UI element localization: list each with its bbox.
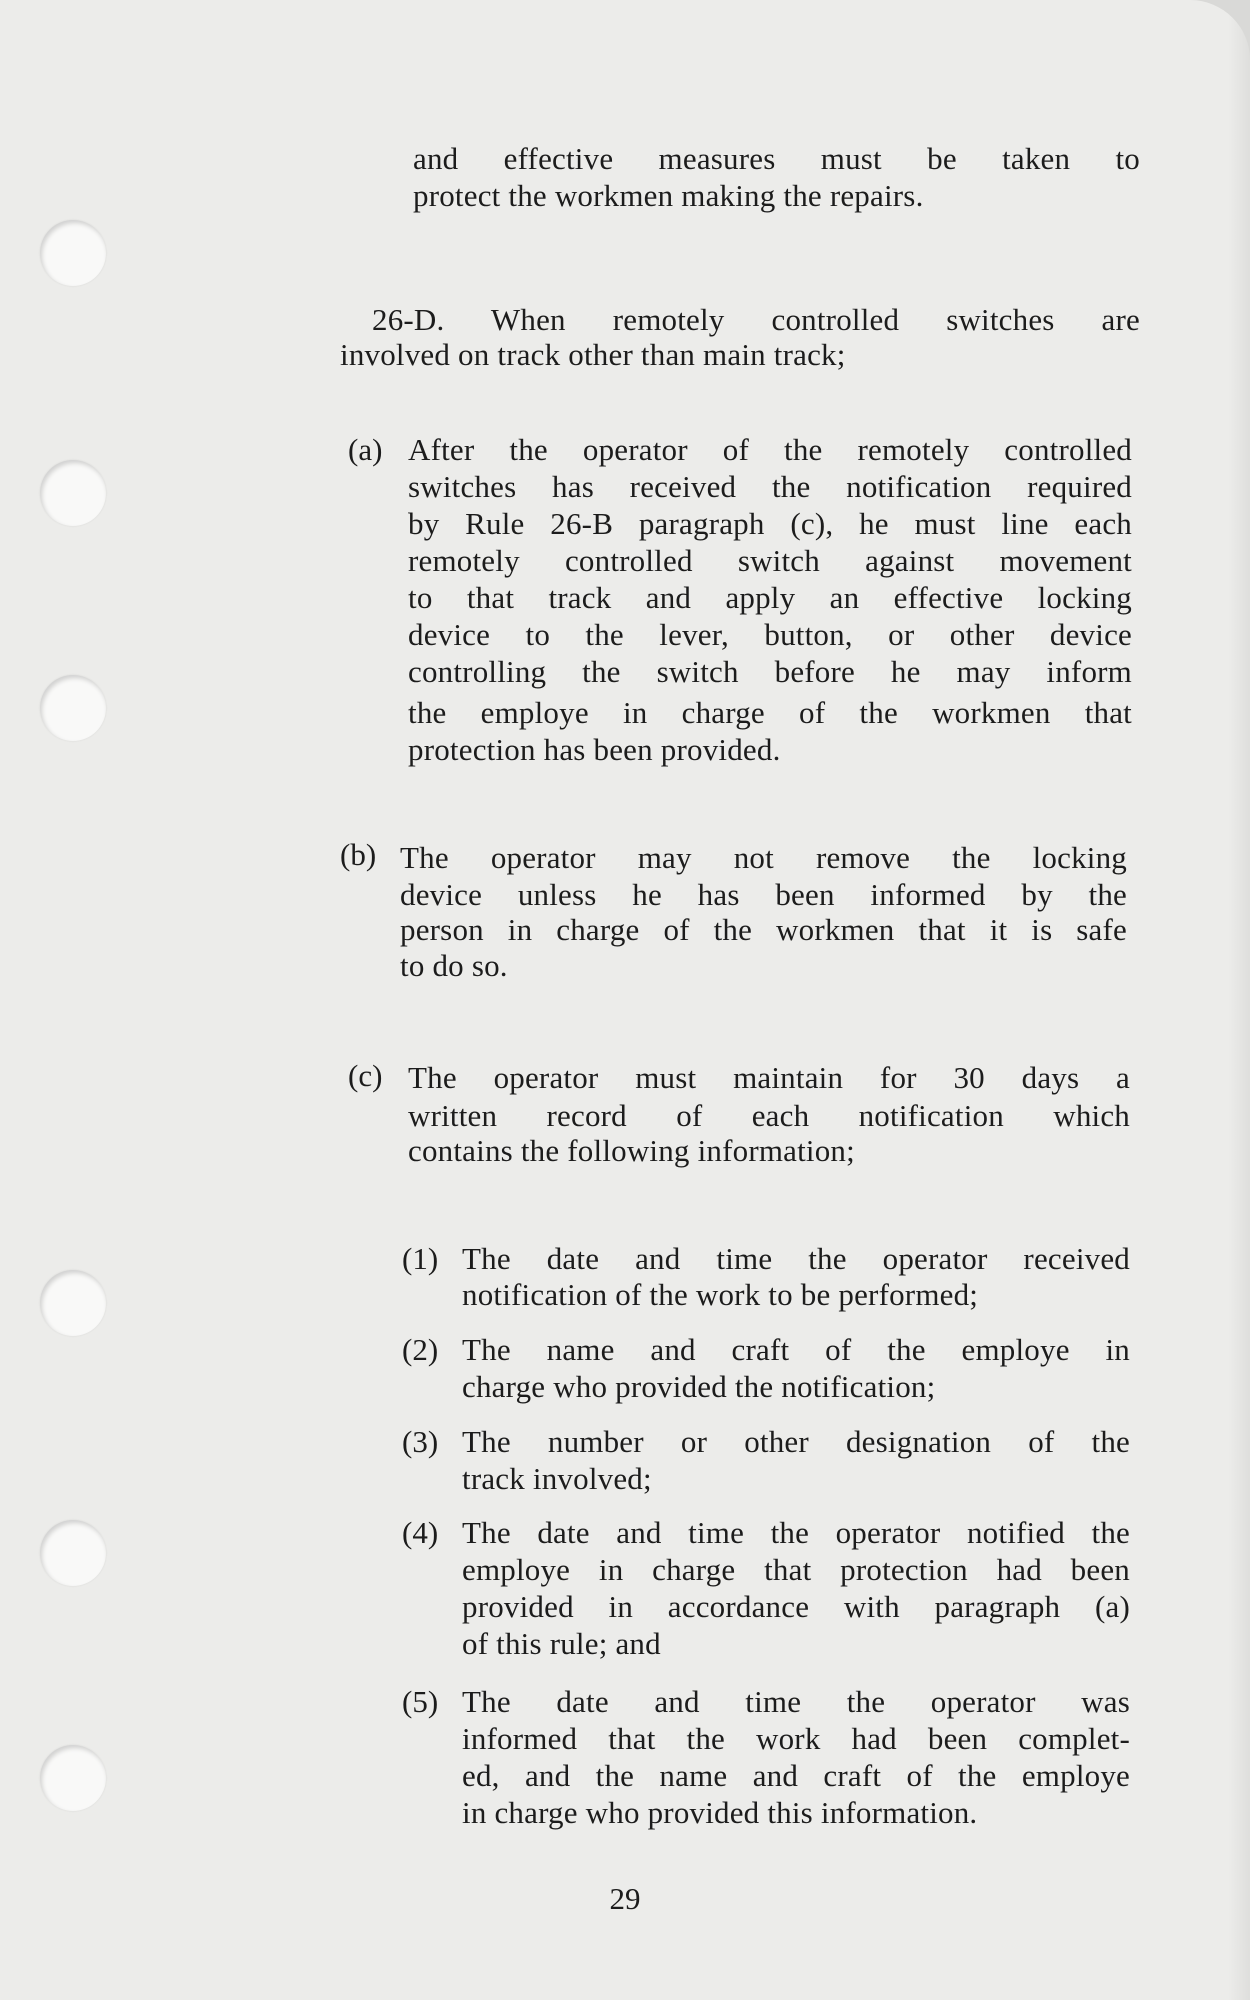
para-a-line: remotely controlled switch against movement (408, 543, 1132, 578)
page-edge-shadow (1228, 0, 1250, 2000)
rule-26d-heading: 26-D. When remotely controlled switches are (372, 302, 1140, 337)
para-a-line: After the operator of the remotely controlled (408, 432, 1132, 467)
page-number: 29 (609, 1881, 641, 1916)
para-c-line: written record of each notification which (408, 1098, 1130, 1133)
item-3-line: The number or other designation of the (462, 1424, 1130, 1459)
item-5-line: The date and time the operator was (462, 1684, 1130, 1719)
item-4-line: provided in accordance with paragraph (a) (462, 1589, 1130, 1624)
para-a-line: to that track and apply an effective locking (408, 580, 1132, 615)
item-5-line: informed that the work had been complet- (462, 1721, 1130, 1756)
item-3-line: track involved; (462, 1461, 652, 1496)
item-1-label: (1) (402, 1241, 439, 1276)
binder-hole-2 (40, 460, 106, 526)
item-1-line: The date and time the operator received (462, 1241, 1130, 1276)
intro-line-2: protect the workmen making the repairs. (413, 178, 924, 213)
para-c-line: contains the following information; (408, 1133, 855, 1168)
item-4-line: employe in charge that protection had been (462, 1552, 1130, 1587)
item-2-line: charge who provided the notification; (462, 1369, 936, 1404)
para-b-label: (b) (340, 837, 377, 872)
para-a-line: device to the lever, button, or other device (408, 617, 1132, 652)
item-2-label: (2) (402, 1332, 439, 1367)
para-c-label: (c) (348, 1058, 383, 1093)
intro-line-1: and effective measures must be taken to (413, 141, 1140, 176)
para-a-line: protection has been provided. (408, 732, 781, 767)
item-1-line: notification of the work to be performed; (462, 1277, 979, 1312)
item-5-line: in charge who provided this information. (462, 1795, 978, 1830)
item-2-line: The name and craft of the employe in (462, 1332, 1130, 1367)
para-b-line: The operator may not remove the locking (400, 840, 1127, 875)
item-3-label: (3) (402, 1424, 439, 1459)
para-a-line: by Rule 26-B paragraph (c), he must line each (408, 506, 1132, 541)
item-4-line: of this rule; and (462, 1626, 661, 1661)
binder-hole-3 (40, 675, 106, 741)
item-4-label: (4) (402, 1515, 439, 1550)
binder-hole-1 (40, 220, 106, 286)
para-b-line: to do so. (400, 948, 508, 983)
para-b-line: device unless he has been informed by the (400, 877, 1127, 912)
binder-hole-5 (40, 1520, 106, 1586)
item-5-line: ed, and the name and craft of the employe (462, 1758, 1130, 1793)
rule-26d-line-2: involved on track other than main track; (340, 337, 846, 372)
para-b-line: person in charge of the workmen that it is safe (400, 912, 1127, 947)
para-a-line: the employe in charge of the workmen that (408, 695, 1132, 730)
binder-hole-6 (40, 1745, 106, 1811)
para-c-line: The operator must maintain for 30 days a (408, 1060, 1130, 1095)
para-a-line: switches has received the notification required (408, 469, 1132, 504)
binder-hole-4 (40, 1270, 106, 1336)
item-4-line: The date and time the operator notified the (462, 1515, 1130, 1550)
para-a-label: (a) (348, 432, 383, 467)
para-a-line: controlling the switch before he may inform (408, 654, 1132, 689)
item-5-label: (5) (402, 1684, 439, 1719)
